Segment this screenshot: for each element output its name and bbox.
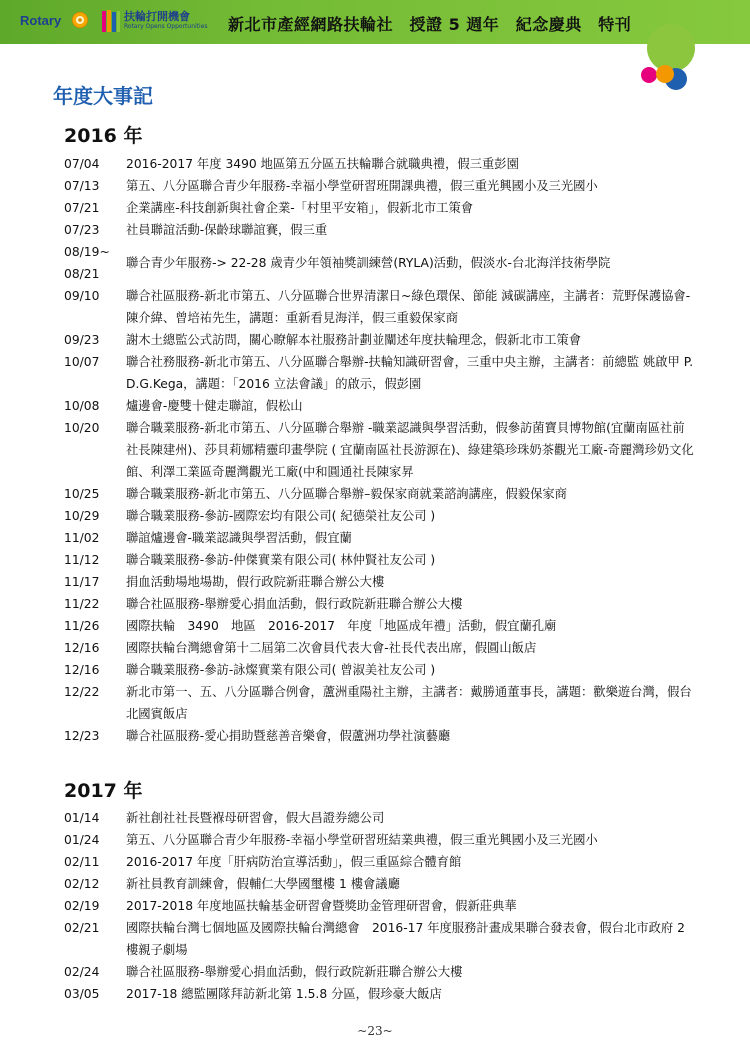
event-text: 聯合職業服務-參訪-仲傑實業有限公司( 林仲賢社友公司 ) — [126, 553, 436, 567]
event-date: 02/24 — [64, 965, 100, 979]
event-text: 捐血活動場地場勘，假行政院新莊聯合辦公大樓 — [126, 575, 385, 589]
event-row — [64, 197, 694, 219]
event-row — [64, 505, 694, 527]
event-row — [64, 895, 694, 917]
event-date: 12/16 — [64, 663, 100, 677]
section-title: 年度大事記 — [53, 84, 153, 108]
event-date: 11/22 — [64, 597, 100, 611]
roc-main-text: 扶輪打開機會 — [124, 10, 190, 23]
event-text: 2017-18 總監團隊拜訪新北第 1.5.8 分區，假珍豪大飯店 — [126, 987, 442, 1001]
header-title: 新北市產經網路扶輪社 授證 5 週年 紀念慶典 特刊 — [228, 15, 632, 34]
event-row — [64, 961, 694, 983]
rotary-logo-text: Rotary — [20, 13, 62, 28]
event-text: 聯合職業服務-參訪-國際宏均有限公司( 紀德榮社友公司 ) — [126, 509, 436, 523]
event-row — [64, 637, 694, 659]
event-text: 聯合職業服務-新北市第五、八分區聯合舉辦 -職業認識與學習活動，假參訪菌寶貝博物館(宜蘭南區社前社長陳建州)、莎貝莉娜精靈印畫學院 ( 宜蘭南區社長游源在)、綠建築珍珠奶茶觀光工廠-奇麗灣珍奶文化館、利澤工業區奇麗灣觀光工廠(中和圓通社長陳家昇 — [126, 421, 694, 479]
event-date: 07/13 — [64, 179, 100, 193]
event-date: 07/04 — [64, 157, 100, 171]
event-row — [64, 725, 694, 747]
event-text: 新社員教育訓練會，假輔仁大學國璽樓 1 樓會議廳 — [126, 877, 400, 891]
event-row — [64, 829, 694, 851]
event-row — [64, 395, 694, 417]
event-text: 社員聯誼活動-保齡球聯誼賽，假三重 — [126, 223, 328, 237]
event-text: 聯合社區服務-新北市第五、八分區聯合世界清潔日~綠色環保、節能 減碳講座，主講者：荒野保護協會-陳介緯、曾培祐先生，講題：重新看見海洋，假三重毅保家商 — [126, 289, 691, 325]
event-row — [64, 285, 694, 329]
year-heading-2016: 2016 年 — [64, 125, 143, 147]
event-text: 謝木土總監公式訪問，關心瞭解本社服務計劃並闡述年度扶輪理念，假新北市工策會 — [126, 333, 581, 347]
events-list-2016 — [64, 153, 694, 747]
event-row — [64, 329, 694, 351]
orange-dot-icon — [655, 64, 675, 84]
event-row — [64, 527, 694, 549]
event-date: 09/23 — [64, 333, 100, 347]
page-number: ~23~ — [357, 1024, 393, 1038]
event-text: 國際扶輪台灣總會第十二屆第二次會員代表大會-社長代表出席，假圓山飯店 — [126, 641, 537, 655]
event-row — [64, 571, 694, 593]
event-date: 08/19~ 08/21 — [64, 245, 110, 281]
event-date: 09/10 — [64, 289, 100, 303]
event-text: 聯合職業服務-參訪-詠燦實業有限公司( 曾淑美社友公司 ) — [126, 663, 436, 677]
event-date: 01/14 — [64, 811, 100, 825]
event-text: 企業講座-科技創新與社會企業-「村里平安箱」，假新北市工策會 — [126, 201, 474, 215]
event-date: 11/12 — [64, 553, 100, 567]
event-date: 01/24 — [64, 833, 100, 847]
event-date: 07/23 — [64, 223, 100, 237]
event-text: 聯誼爐邊會-職業認識與學習活動，假宜蘭 — [126, 531, 352, 545]
event-date: 10/07 — [64, 355, 100, 369]
event-text: 聯合職業服務-新北市第五、八分區聯合舉辦–毅保家商就業諮詢講座，假毅保家商 — [126, 487, 567, 501]
event-text: 聯合社區服務-舉辦愛心捐血活動，假行政院新莊聯合辦公大樓 — [126, 597, 463, 611]
event-text: 國際扶輪台灣七個地區及國際扶輪台灣總會 2016-17 年度服務計畫成果聯合發表會，假台北市政府 2 樓親子劇場 — [126, 921, 685, 957]
event-row — [64, 241, 694, 285]
event-row — [64, 351, 694, 395]
event-row — [64, 483, 694, 505]
event-date: 02/11 — [64, 855, 100, 869]
event-date: 03/05 — [64, 987, 100, 1001]
event-row — [64, 851, 694, 873]
event-row — [64, 549, 694, 571]
event-row — [64, 175, 694, 197]
year-heading-2017: 2017 年 — [64, 780, 143, 802]
event-date: 12/23 — [64, 729, 100, 743]
event-text: 爐邊會-慶雙十健走聯誼，假松山 — [126, 399, 303, 413]
roc-logo-text — [124, 10, 208, 31]
event-row — [64, 983, 694, 1005]
event-text: 聯合社務服務-新北市第五、八分區聯合舉辦-扶輪知識研習會，三重中央主辦，主講者：前總監 姚啟甲 P.D.G.Kega，講題：「2016 立法會議」的啟示，假彭園 — [126, 355, 694, 391]
event-text: 第五、八分區聯合青少年服務-幸福小學堂研習班開課典禮，假三重光興國小及三光國小 — [126, 179, 598, 193]
rotary-wheel-icon — [71, 11, 89, 29]
event-date: 12/22 — [64, 685, 100, 699]
event-text: 新北市第一、五、八分區聯合例會，蘆洲重陽社主辦，主講者：戴勝通董事長，講題：歡樂遊台灣，假台北國賓飯店 — [126, 685, 692, 721]
event-row — [64, 417, 694, 483]
event-text: 國際扶輪 3490 地區 2016-2017 年度「地區成年禮」活動，假宜蘭孔廟 — [126, 619, 557, 633]
event-date: 11/02 — [64, 531, 100, 545]
event-text: 第五、八分區聯合青少年服務-幸福小學堂研習班結業典禮，假三重光興國小及三光國小 — [126, 833, 598, 847]
event-row — [64, 659, 694, 681]
event-text: 聯合青少年服務-> 22-28 歲青少年領袖獎訓練營(RYLA)活動，假淡水-台北海洋技術學院 — [126, 256, 611, 270]
event-row — [64, 615, 694, 637]
event-date: 02/12 — [64, 877, 100, 891]
event-date: 11/17 — [64, 575, 100, 589]
event-row — [64, 681, 694, 725]
event-text: 2016-2017 年度「肝病防治宣導活動」，假三重區綜合體育館 — [126, 855, 462, 869]
event-date: 12/16 — [64, 641, 100, 655]
event-text: 聯合社區服務-舉辦愛心捐血活動，假行政院新莊聯合辦公大樓 — [126, 965, 463, 979]
event-row — [64, 153, 694, 175]
event-text: 2017-2018 年度地區扶輪基金研習會暨獎助金管理研習會，假新莊典華 — [126, 899, 517, 913]
rotary-opens-opportunities-logo-icon — [101, 8, 121, 34]
events-list-2017 — [64, 807, 694, 1005]
event-date: 10/20 — [64, 421, 100, 435]
event-date: 10/25 — [64, 487, 100, 501]
event-row — [64, 219, 694, 241]
event-date: 07/21 — [64, 201, 100, 215]
event-text: 新社創社社長暨褓母研習會，假大昌證券總公司 — [126, 811, 385, 825]
event-row — [64, 593, 694, 615]
event-date: 02/19 — [64, 899, 100, 913]
event-row — [64, 917, 694, 961]
event-text: 聯合社區服務-愛心捐助暨慈善音樂會，假蘆洲功學社演藝廳 — [126, 729, 451, 743]
event-row — [64, 807, 694, 829]
event-row — [64, 873, 694, 895]
event-date: 10/29 — [64, 509, 100, 523]
event-date: 02/21 — [64, 921, 100, 935]
roc-sub-text: Rotary Opens Opportunities — [124, 23, 208, 30]
event-date: 11/26 — [64, 619, 100, 633]
event-date: 10/08 — [64, 399, 100, 413]
event-text: 2016-2017 年度 3490 地區第五分區五扶輪聯合就職典禮，假三重彭園 — [126, 157, 519, 171]
